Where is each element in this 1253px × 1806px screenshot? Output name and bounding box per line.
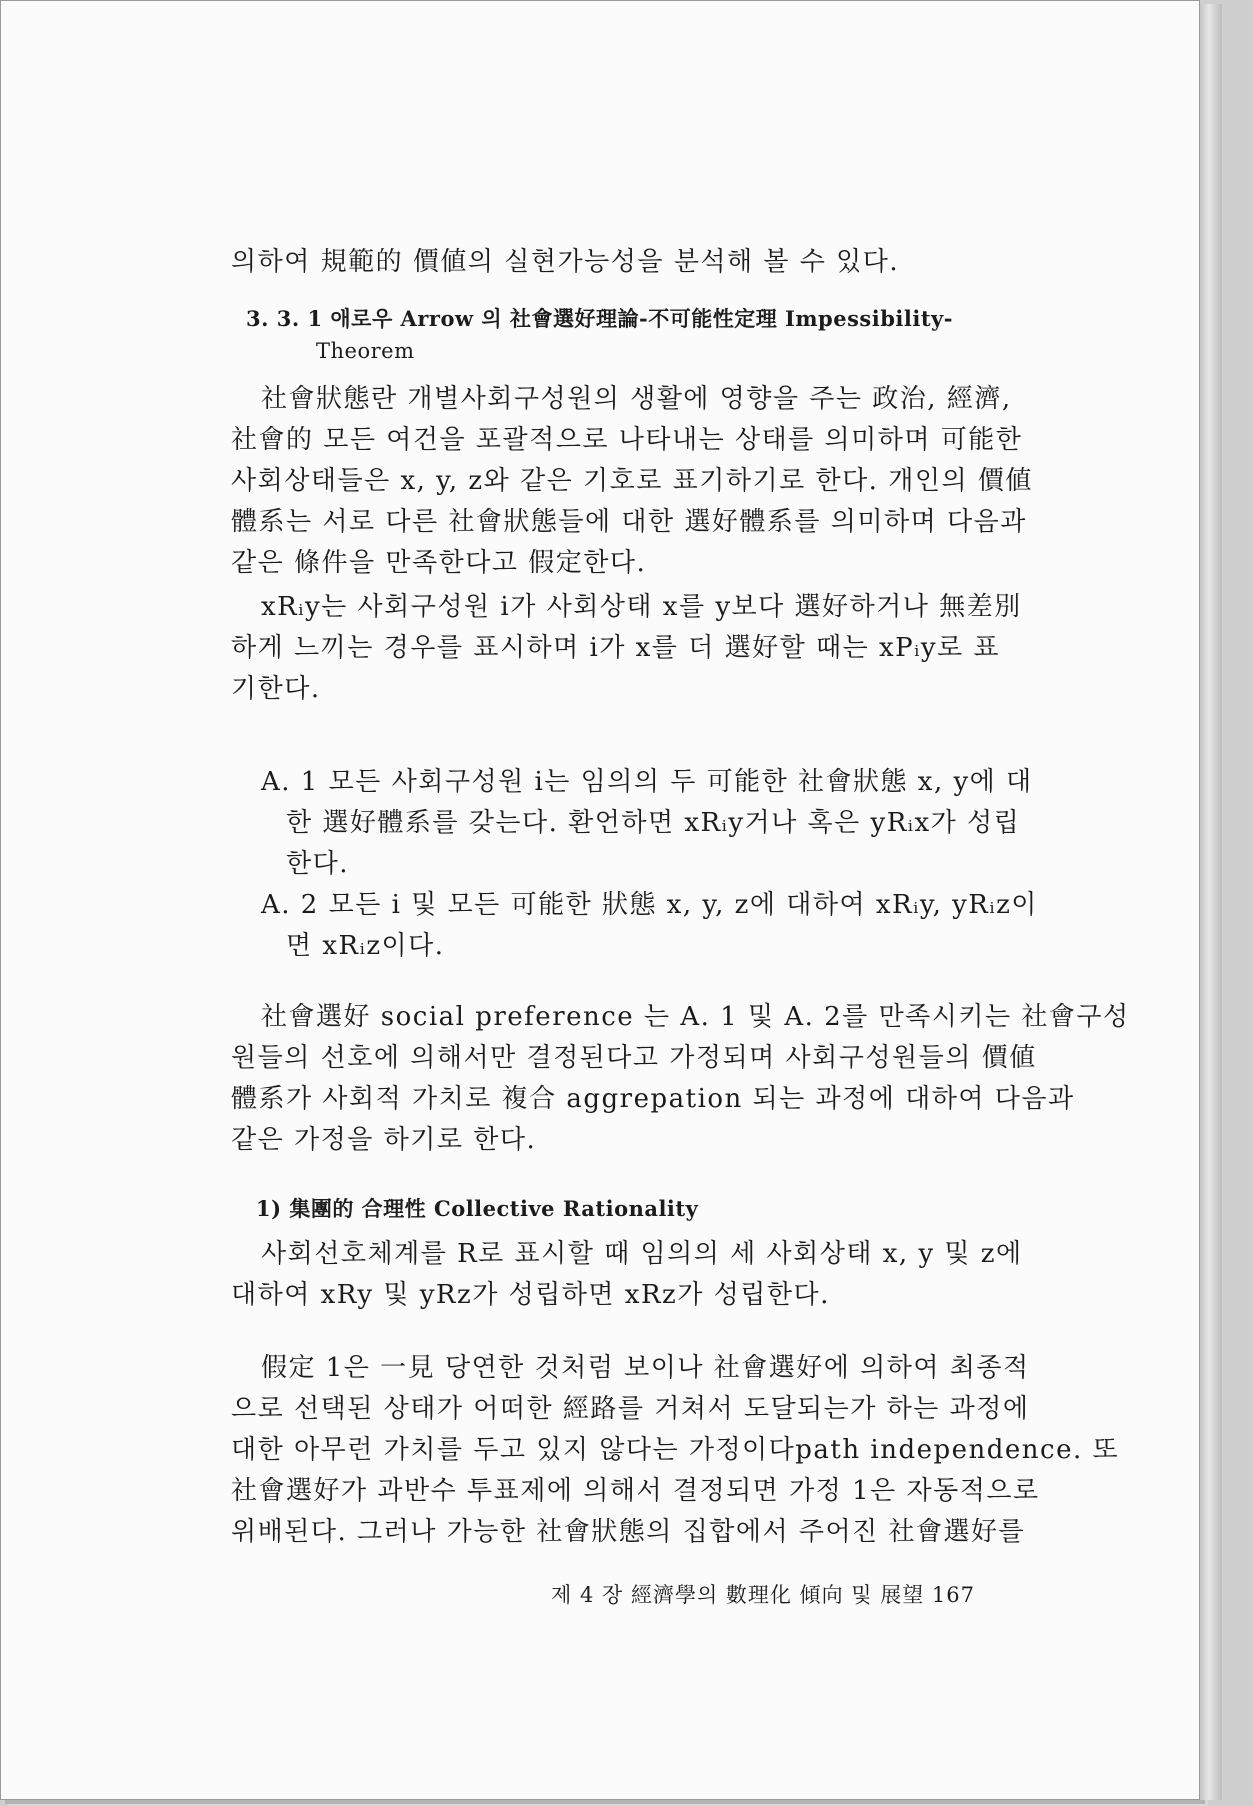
text-line: 社會選好가 과반수 투표제에 의해서 결정되면 가정 1은 자동적으로 [231,1476,1040,1506]
axiom-a2: A. 2 모든 i 및 모든 可能한 狀態 x, y, z에 대하여 xRᵢy, yRᵢz이 [261,890,1038,920]
subsection-heading: 1) 集團的 合理性 Collective Rationality [256,1196,699,1221]
text-line: 의하여 規範的 價値의 실현가능성을 분석해 볼 수 있다. [231,247,900,277]
page-edge [1200,4,1222,1800]
text-line: 위배된다. 그러나 가능한 社會狀態의 집합에서 주어진 社會選好를 [231,1517,1026,1547]
text-line: 대한 아무런 가치를 두고 있지 않다는 가정이다path independence. 또 [231,1435,1120,1465]
text-line: 사회선호체계를 R로 표시할 때 임의의 세 사회상태 x, y 및 z에 [261,1239,1023,1269]
text-line: 기한다. [231,674,321,704]
axiom-a1: A. 1 모든 사회구성원 i는 임의의 두 可能한 社會狀態 x, y에 대 [261,767,1033,797]
text-line: 대하여 xRy 및 yRz가 성립하면 xRz가 성립한다. [231,1280,830,1310]
text-line: 같은 가정을 하기로 한다. [231,1125,537,1155]
section-heading: 3. 3. 1 애로우 Arrow 의 社會選好理論-不可能性定理 Impessibility- [246,306,953,331]
text-line: 사회상태들은 x, y, z와 같은 기호로 표기하기로 한다. 개인의 價値 [231,466,1033,496]
text-line: 假定 1은 一見 당연한 것처럼 보이나 社會選好에 의하여 최종적 [261,1353,1030,1383]
page-footer: 제 4 장 經濟學의 數理化 傾向 및 展望 167 [551,1583,975,1607]
text-line: 한 選好體系를 갖는다. 환언하면 xRᵢy거나 혹은 yRᵢx가 성립 [286,808,1021,838]
text-line: 원들의 선호에 의해서만 결정된다고 가정되며 사회구성원들의 價値 [231,1043,1037,1073]
text-line: 면 xRᵢz이다. [286,931,445,961]
text-line: 社會選好 social preference 는 A. 1 및 A. 2를 만족시키는 社會구성 [261,1002,1130,1032]
text-line: 하게 느끼는 경우를 표시하며 i가 x를 더 選好할 때는 xPᵢy로 표 [231,633,1001,663]
text-line: xRᵢy는 사회구성원 i가 사회상태 x를 y보다 選好하거나 無差別 [261,592,1022,622]
text-line: 으로 선택된 상태가 어떠한 經路를 거쳐서 도달되는가 하는 과정에 [231,1394,1030,1424]
text-line: 같은 條件을 만족한다고 假定한다. [231,548,647,578]
text-line: 體系가 사회적 가치로 複合 aggrepation 되는 과정에 대하여 다음과 [231,1084,1075,1114]
section-heading-cont: Theorem [316,339,415,363]
text-line: 體系는 서로 다른 社會狀態들에 대한 選好體系를 의미하며 다음과 [231,507,1027,537]
text-line: 社會的 모든 여건을 포괄적으로 나타내는 상태를 의미하며 可能한 [231,425,1023,455]
text-line: 社會狀態란 개별사회구성원의 생활에 영향을 주는 政治, 經濟, [261,384,1012,414]
text-line: 한다. [286,849,349,879]
